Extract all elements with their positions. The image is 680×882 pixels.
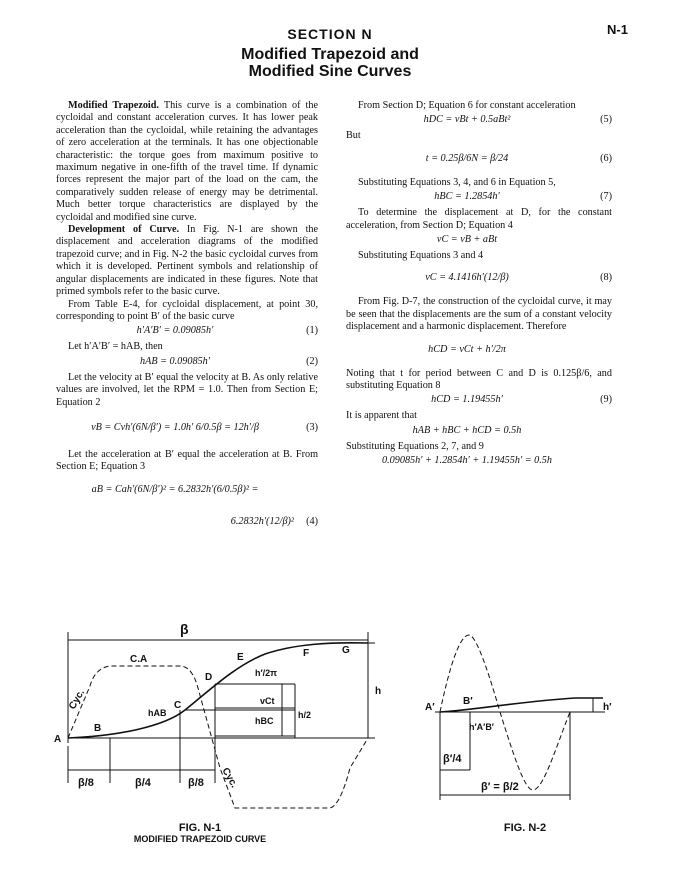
page-number: N-1: [607, 22, 628, 37]
equation-2: [56, 356, 318, 370]
label-cyc-left: Cyc.: [67, 687, 88, 712]
label-h-prime-2pi: h′/2π: [255, 668, 278, 678]
equation-number: (3): [306, 421, 318, 433]
equation-number: (8): [600, 272, 612, 284]
equation-body: hDC = vBt + 0.5aBt²: [423, 114, 511, 126]
equation-number: (6): [600, 152, 612, 164]
equation-body: t = 0.25β/6N = β/24: [425, 152, 509, 164]
label-beta: β: [180, 621, 189, 637]
label-hbc: hBC: [255, 716, 274, 726]
dim-beta-8-second: β/8: [188, 777, 204, 789]
figure-n1: [50, 618, 400, 813]
paragraph: It is apparent that: [346, 410, 418, 422]
label-h: h: [375, 686, 382, 697]
equation-number: (4): [306, 515, 318, 527]
equation-body: hCD = vCt + h′/2π: [428, 343, 506, 355]
label-vct: vCt: [260, 696, 275, 706]
equation-body: h′A′B′ = 0.09085h′: [136, 325, 214, 337]
equation-4b: [56, 508, 318, 538]
left-column: [56, 100, 318, 540]
equation-body: vC = vB + aBt: [436, 234, 498, 246]
paragraph: Substituting Equations 3 and 4: [358, 250, 484, 262]
acceleration-curve: [68, 666, 368, 808]
title-line-1: Modified Trapezoid and: [241, 46, 419, 63]
label-h-prime: h′: [603, 702, 612, 713]
displacement-curve: [68, 643, 368, 738]
paragraph: Let h′A′B′ = hAB, then: [68, 341, 163, 353]
paragraph-text: This curve is a combination of the cycloidal and constant acceleration curves. It has lower peak acceleration than the cycloidal, while retaining the advantages of zero acceleration at the terminals. It has one objectionable characteristic: the torque goes from maximum positive to maximum negative in one-fifth of the travel time. If dynamic forces represent the major part of the load on the cam, the comparatively sudden release of energy may be detrimental. Much better torque characteristics are displayed by the cycloidal and modified sine curve.: [56, 100, 318, 223]
run-in-head: Modified Trapezoid.: [68, 100, 159, 111]
equation-body: hBC = 1.2854h′: [434, 191, 500, 203]
fig-n1-caption: [60, 822, 340, 844]
equation-number: (9): [600, 394, 612, 406]
dim-beta-prime-4: β′/4: [443, 753, 462, 765]
label-B: B: [94, 723, 102, 734]
equation-3: [56, 411, 318, 447]
label-A-prime: A′: [425, 702, 435, 713]
paragraph: Let the velocity at B′ equal the velocity at B. As only relative values are involved, let the RPM = 1.0. Then from Section E; Equation 2: [56, 371, 318, 408]
paragraph: But: [346, 130, 361, 142]
equation-body: vC = 4.1416h′(12/β): [425, 272, 509, 284]
label-h-half: h/2: [298, 710, 312, 720]
equation-1: [56, 325, 318, 339]
equation-number: (1): [306, 325, 318, 337]
dim-beta-8-first: β/8: [78, 777, 94, 789]
page-title: [0, 46, 660, 80]
equation-body: aB = Cah′(6N/β′)² = 6.2832h′(6/0.5β)² =: [91, 483, 259, 495]
dim-beta-4: β/4: [135, 777, 151, 789]
paragraph: From Section D; Equation 6 for constant acceleration: [358, 100, 576, 111]
equation-vc: [346, 234, 612, 248]
label-A: A: [54, 734, 62, 745]
paragraph: From Fig. D-7, the construction of the cycloidal curve, it may be seen that the displacements are the sum of a constant velocity displacement and a harmonic displacement. Therefore: [346, 296, 612, 333]
equation-body: vB = Cvh′(6N/β′) = 1.0h′ 6/0.5β = 12h′/β: [91, 421, 259, 433]
equation-body: hCD = 1.19455h′: [431, 394, 503, 406]
run-in-head: Development of Curve.: [68, 224, 180, 236]
paragraph-modified-trapezoid: [56, 100, 318, 224]
label-B-prime: B′: [463, 696, 473, 707]
equation-7: [346, 191, 612, 205]
acceleration-curve-negative: [500, 712, 570, 790]
right-column: [346, 100, 612, 471]
equation-final: [346, 455, 612, 469]
fig-n1-title: MODIFIED TRAPEZOID CURVE: [133, 834, 267, 844]
paragraph: Substituting Equations 2, 7, and 9: [346, 440, 484, 452]
section-heading: SECTION N: [287, 26, 373, 42]
label-ca: C.A: [130, 654, 148, 665]
label-D: D: [205, 672, 213, 683]
equation-sum: [346, 425, 612, 439]
equation-body: hAB + hBC + hCD = 0.5h: [412, 424, 522, 436]
paragraph: To determine the displacement at D, for the constant acceleration, from Section D; Equation 4: [346, 207, 612, 231]
paragraph: Let the acceleration at B′ equal the acceleration at B. From Section E; Equation 3: [56, 448, 318, 473]
equation-number: (7): [600, 191, 612, 203]
label-F: F: [303, 648, 310, 659]
equation-body: 6.2832h′(12/β)²: [230, 515, 294, 527]
label-cyc-right: Cyc.: [219, 766, 240, 790]
equation-8: [346, 264, 612, 294]
equation-4a: [56, 476, 318, 506]
label-h-ab-prime: h′A′B′: [469, 722, 494, 732]
fig-n2-caption: FIG. N-2: [503, 822, 547, 834]
paragraph-text: In Fig. N-1 are shown the displacement and acceleration diagrams of the modified trapezoid curve; and in Fig. N-2 the basic cycloidal curves from which it is developed. Pertinent symbols and relationship of angular displacements are indicated in these figures. Note that primed symbols refer to the basic curve.: [56, 224, 319, 298]
label-E: E: [237, 652, 244, 663]
equation-body: hAB = 0.09085h′: [140, 355, 210, 367]
figure-n2: [425, 630, 625, 815]
equation-body: 0.09085h′ + 1.2854h′ + 1.19455h′ = 0.5h: [382, 455, 552, 467]
equation-6: [346, 145, 612, 175]
equation-9: [346, 394, 612, 408]
paragraph-development: [56, 224, 318, 298]
equation-5: [346, 114, 612, 128]
paragraph: From Table E-4, for cycloidal displacement, at point 30, corresponding to point B′ of the basic curve: [56, 298, 318, 322]
label-G: G: [342, 645, 350, 656]
paragraph: Noting that t for period between C and D is 0.125β/6, and substituting Equation 8: [346, 367, 612, 392]
label-C: C: [174, 700, 182, 711]
equation-hcd: [346, 336, 612, 366]
paragraph: Substituting Equations 3, 4, and 6 in Equation 5,: [358, 176, 556, 188]
equation-number: (5): [600, 114, 612, 126]
title-line-2: Modified Sine Curves: [248, 63, 412, 80]
equation-number: (2): [306, 355, 318, 367]
fig-n1-number: FIG. N-1: [178, 822, 222, 834]
label-hab: hAB: [148, 708, 167, 718]
dim-beta-prime-half: β′ = β/2: [481, 781, 519, 793]
